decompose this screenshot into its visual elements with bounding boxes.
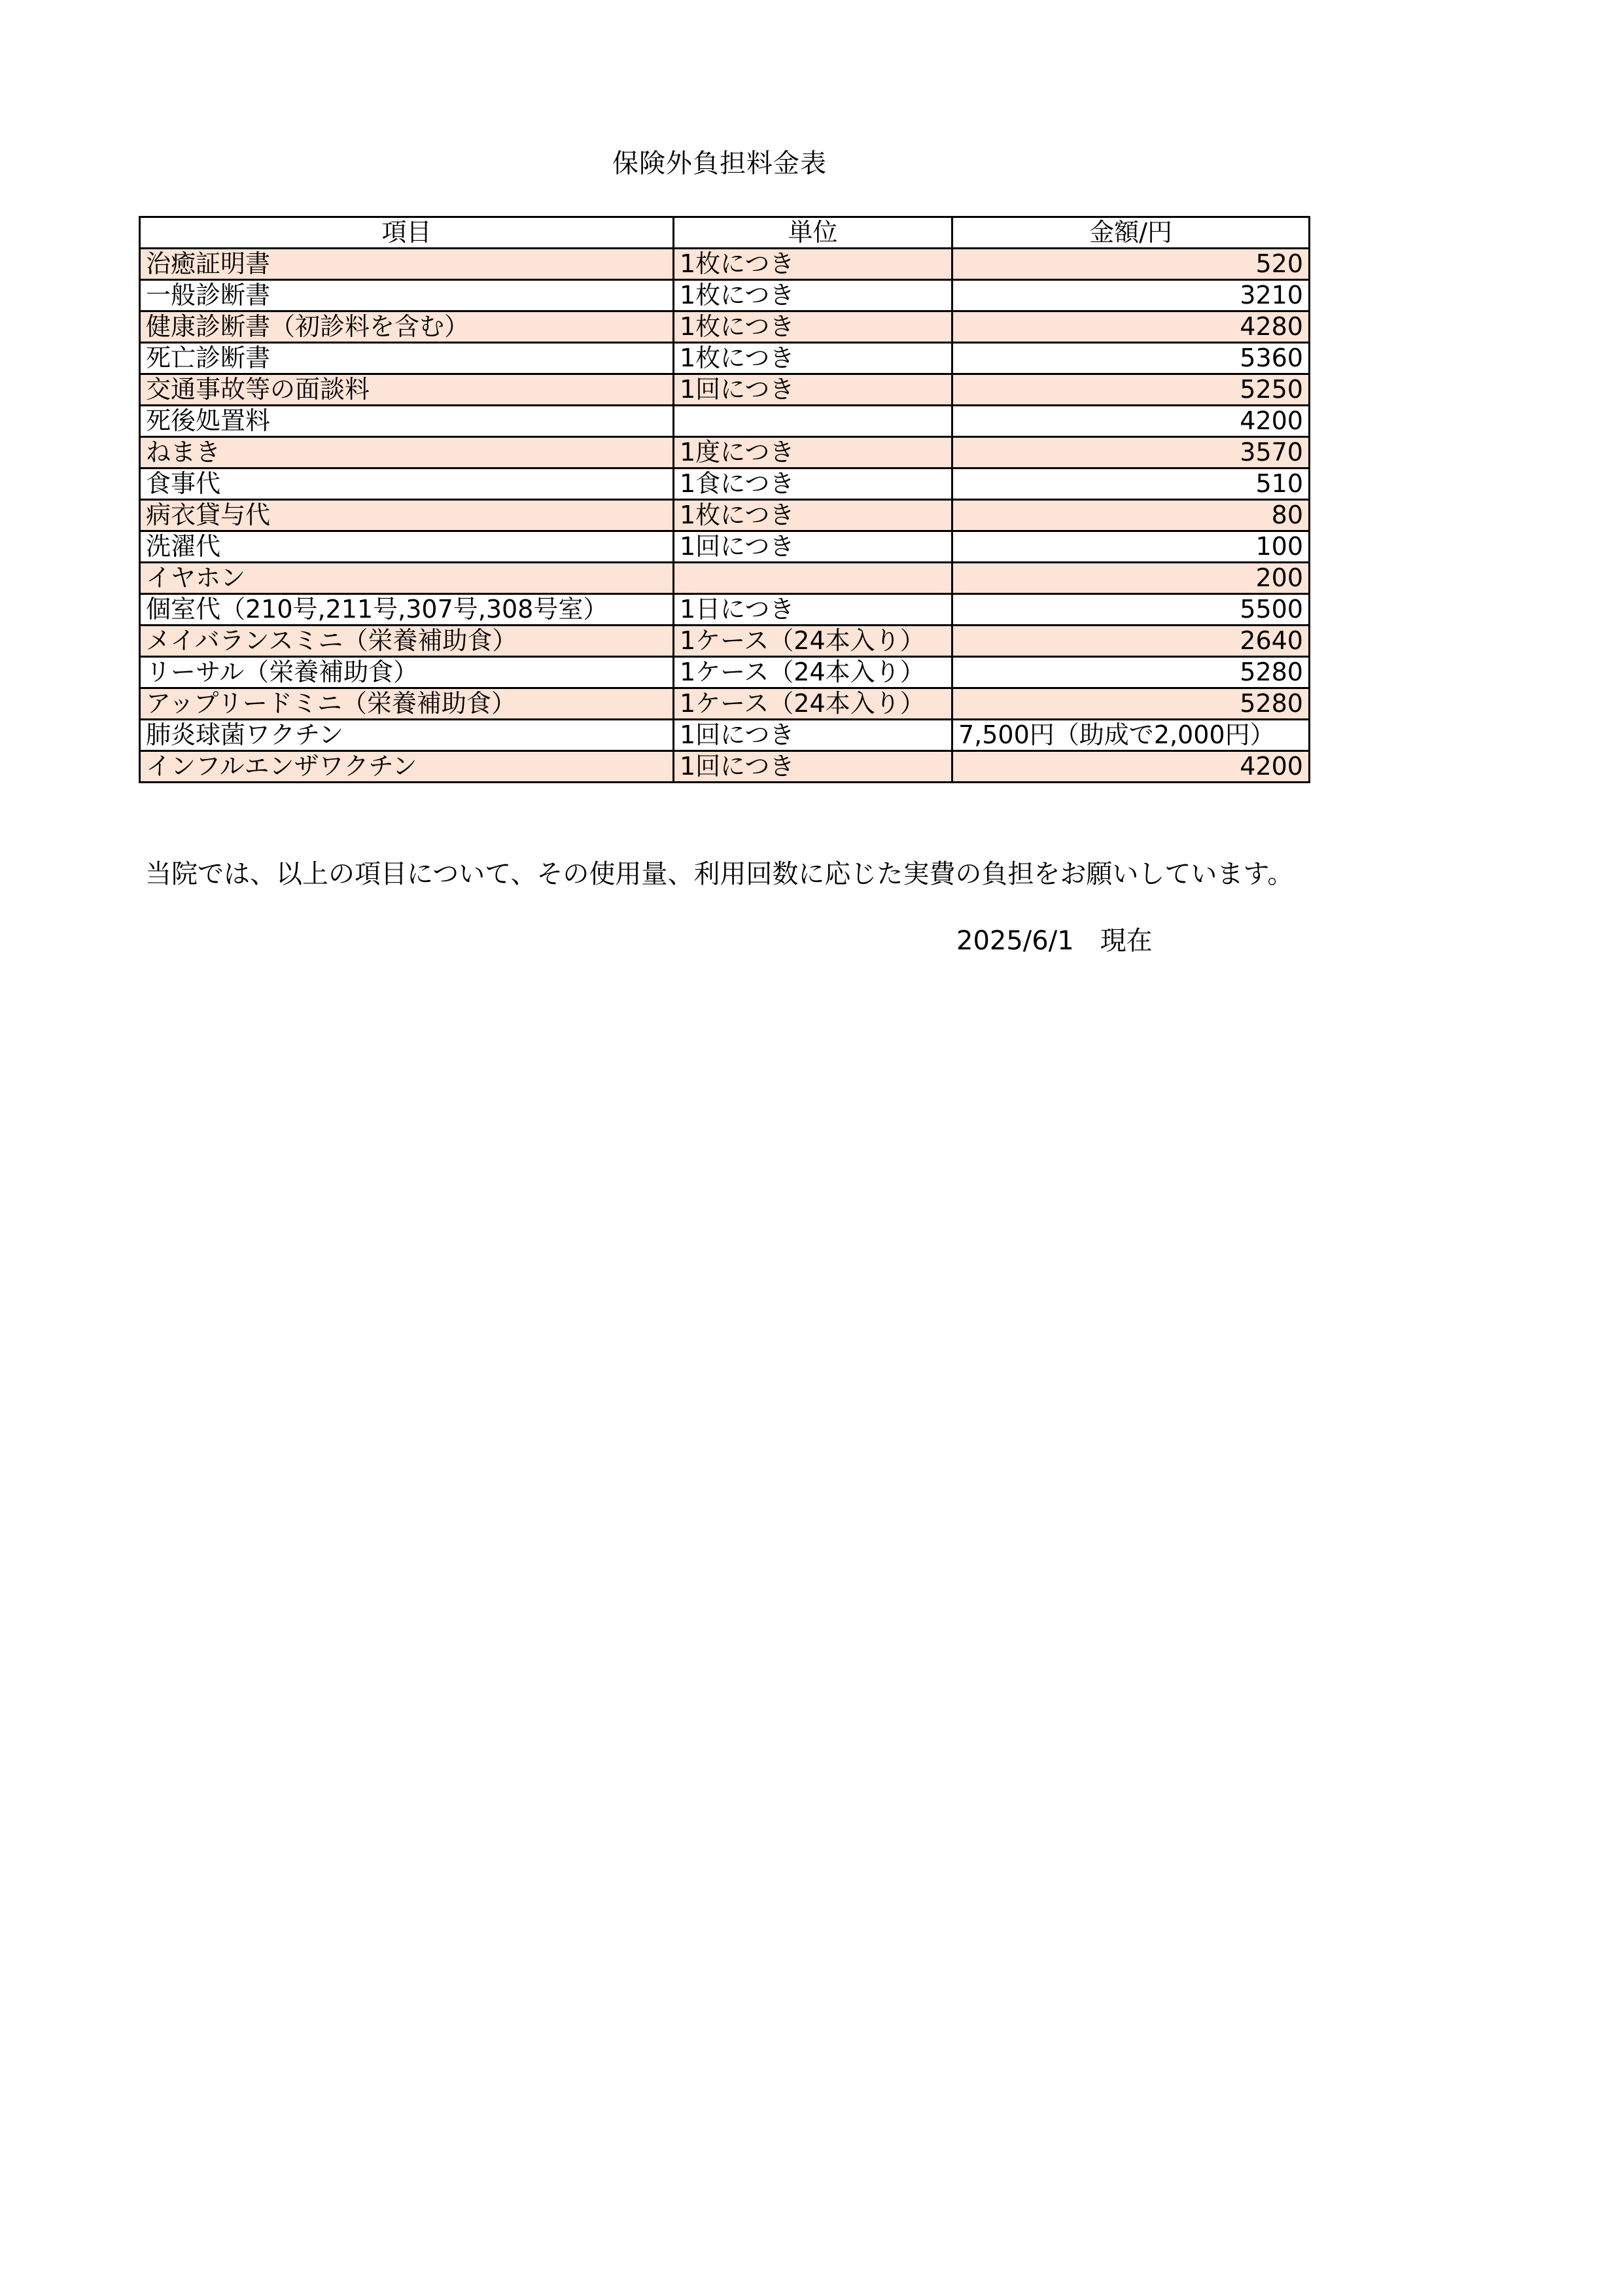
cell-item: メイバランスミニ（栄養補助食） bbox=[140, 626, 674, 657]
table-row bbox=[140, 720, 1310, 751]
cell-item: リーサル（栄養補助食） bbox=[140, 657, 674, 688]
cell-unit: 1回につき bbox=[674, 751, 952, 783]
payment-note: 当院では、以上の項目について、その使用量、利用回数に応じた実費の負担をお願いしています。 bbox=[145, 859, 1294, 889]
header-unit: 単位 bbox=[674, 217, 952, 249]
header-item: 項目 bbox=[140, 217, 674, 249]
table-row bbox=[140, 374, 1310, 406]
cell-unit bbox=[674, 563, 952, 594]
cell-amount: 80 bbox=[952, 500, 1310, 531]
cell-item: 肺炎球菌ワクチン bbox=[140, 720, 674, 751]
cell-unit: 1枚につき bbox=[674, 343, 952, 374]
cell-item: 死後処置料 bbox=[140, 406, 674, 437]
cell-item: ねまき bbox=[140, 437, 674, 468]
table-row bbox=[140, 751, 1310, 783]
cell-amount: 200 bbox=[952, 563, 1310, 594]
fee-table bbox=[139, 216, 1310, 783]
table-header-row bbox=[140, 217, 1310, 249]
cell-unit: 1度につき bbox=[674, 437, 952, 468]
cell-unit: 1枚につき bbox=[674, 311, 952, 343]
cell-unit: 1枚につき bbox=[674, 249, 952, 280]
cell-amount: 5280 bbox=[952, 688, 1310, 720]
cell-unit: 1日につき bbox=[674, 594, 952, 626]
cell-amount: 3570 bbox=[952, 437, 1310, 468]
table-row bbox=[140, 500, 1310, 531]
cell-item: 健康診断書（初診料を含む） bbox=[140, 311, 674, 343]
cell-item: 交通事故等の面談料 bbox=[140, 374, 674, 406]
table-body bbox=[140, 249, 1310, 783]
page-title: 保険外負担料金表 bbox=[612, 149, 827, 179]
table-row bbox=[140, 563, 1310, 594]
cell-amount: 100 bbox=[952, 531, 1310, 563]
cell-unit: 1枚につき bbox=[674, 280, 952, 311]
cell-amount: 510 bbox=[952, 468, 1310, 500]
cell-item: 個室代（210号,211号,307号,308号室） bbox=[140, 594, 674, 626]
table-row bbox=[140, 657, 1310, 688]
cell-item: アップリードミニ（栄養補助食） bbox=[140, 688, 674, 720]
table-row bbox=[140, 531, 1310, 563]
table-row bbox=[140, 311, 1310, 343]
table-row bbox=[140, 280, 1310, 311]
cell-amount: 5250 bbox=[952, 374, 1310, 406]
header-amount: 金額/円 bbox=[952, 217, 1310, 249]
cell-item: 治癒証明書 bbox=[140, 249, 674, 280]
cell-item: 食事代 bbox=[140, 468, 674, 500]
cell-item: イヤホン bbox=[140, 563, 674, 594]
cell-amount: 4200 bbox=[952, 751, 1310, 783]
cell-unit: 1ケース（24本入り） bbox=[674, 657, 952, 688]
cell-amount: 4200 bbox=[952, 406, 1310, 437]
cell-amount: 5360 bbox=[952, 343, 1310, 374]
cell-item: 洗濯代 bbox=[140, 531, 674, 563]
cell-unit: 1回につき bbox=[674, 720, 952, 751]
table-row bbox=[140, 688, 1310, 720]
cell-amount: 3210 bbox=[952, 280, 1310, 311]
table-row bbox=[140, 249, 1310, 280]
cell-unit: 1ケース（24本入り） bbox=[674, 626, 952, 657]
cell-item: 一般診断書 bbox=[140, 280, 674, 311]
table-row bbox=[140, 343, 1310, 374]
cell-amount: 2640 bbox=[952, 626, 1310, 657]
table-row bbox=[140, 468, 1310, 500]
cell-amount: 5500 bbox=[952, 594, 1310, 626]
cell-unit: 1食につき bbox=[674, 468, 952, 500]
cell-item: 死亡診断書 bbox=[140, 343, 674, 374]
cell-item: 病衣貸与代 bbox=[140, 500, 674, 531]
cell-unit: 1枚につき bbox=[674, 500, 952, 531]
cell-unit bbox=[674, 406, 952, 437]
cell-unit: 1回につき bbox=[674, 374, 952, 406]
cell-amount: 4280 bbox=[952, 311, 1310, 343]
cell-unit: 1回につき bbox=[674, 531, 952, 563]
cell-item: インフルエンザワクチン bbox=[140, 751, 674, 783]
table-row bbox=[140, 406, 1310, 437]
as-of-date: 2025/6/1 現在 bbox=[956, 926, 1153, 956]
table-row bbox=[140, 626, 1310, 657]
table-row bbox=[140, 594, 1310, 626]
cell-amount: 5280 bbox=[952, 657, 1310, 688]
cell-unit: 1ケース（24本入り） bbox=[674, 688, 952, 720]
cell-amount: 520 bbox=[952, 249, 1310, 280]
cell-amount: 7,500円（助成で2,000円） bbox=[952, 720, 1310, 751]
table-row bbox=[140, 437, 1310, 468]
